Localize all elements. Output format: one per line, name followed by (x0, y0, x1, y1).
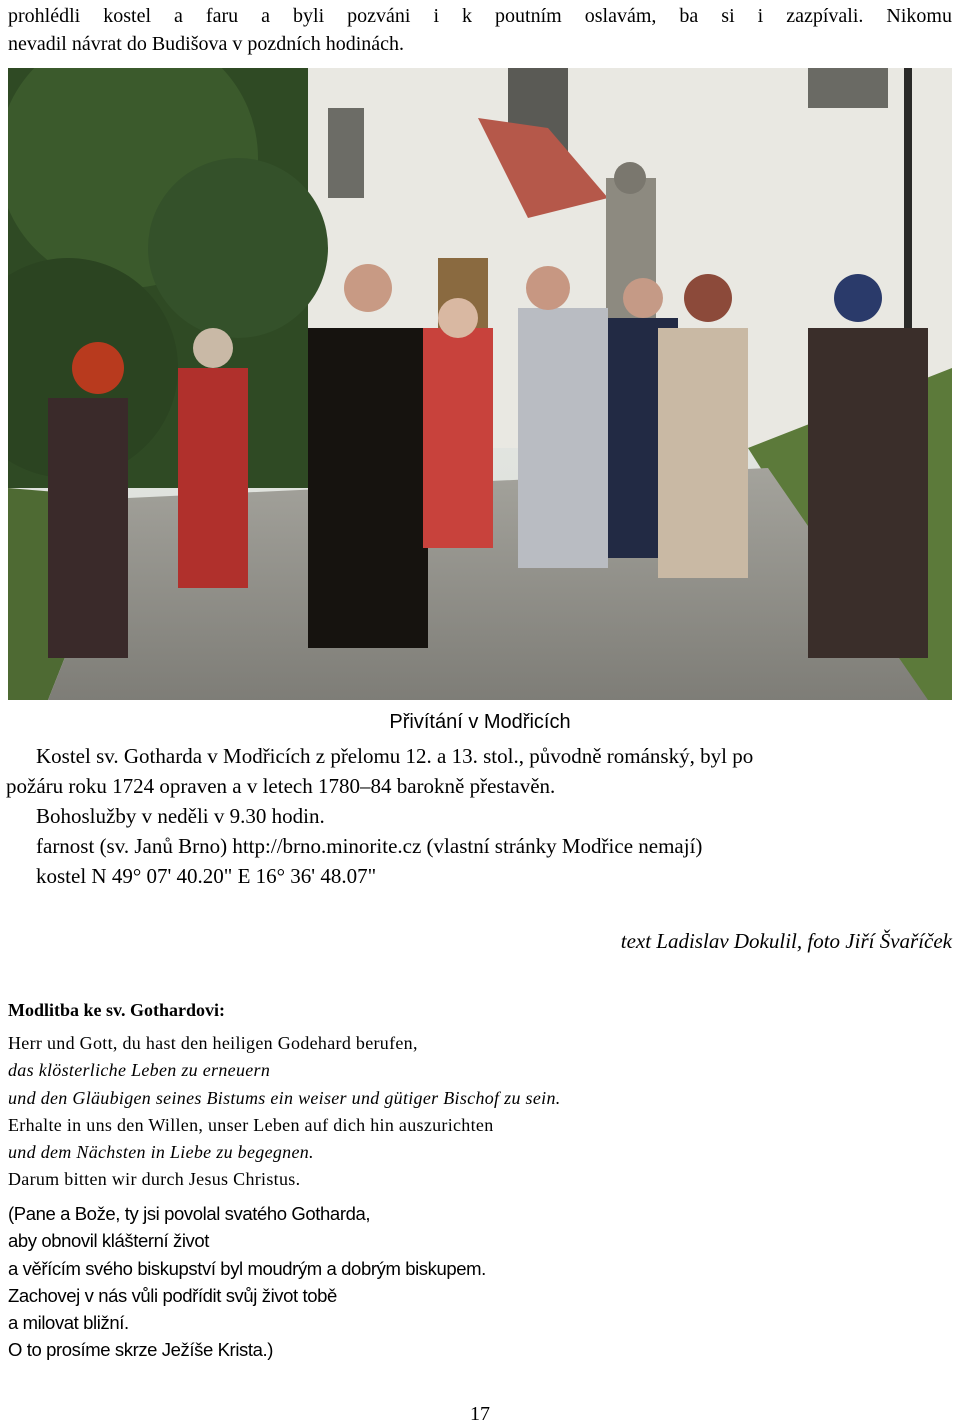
info-line: kostel N 49° 07' 40.20" E 16° 36' 48.07" (36, 864, 377, 888)
info-line: farnost (sv. Janů Brno) http://brno.minorite.cz (vlastní stránky Modřice nemají) (36, 834, 703, 858)
prayer-czech (8, 1200, 948, 1364)
page-number: 17 (470, 1403, 490, 1425)
church-info (6, 741, 956, 891)
author-credit: text Ladislav Dokulil, foto Jiří Švaříček (620, 929, 952, 953)
info-line: Kostel sv. Gotharda v Modřicích z přelomu 12. a 13. stol., původně románský, byl po (36, 744, 754, 768)
prayer-german (8, 1030, 948, 1194)
prayer-line: (Pane a Bože, ty jsi povolal svatého Gotharda, (8, 1203, 371, 1224)
prayer-line: aby obnovil klášterní život (8, 1230, 210, 1252)
prayer-line: Zachovej v nás vůli podřídit svůj život tobě (8, 1284, 337, 1306)
intro-line: nevadil návrat do Budišova v pozdních hodinách. (8, 33, 405, 55)
prayer-line: Herr und Gott, du hast den heiligen Godehard berufen, (8, 1033, 418, 1053)
intro-paragraph (8, 2, 952, 58)
prayer-line: a milovat bližní. (8, 1312, 129, 1334)
prayer-line: und dem Nächsten in Liebe zu begegnen. (8, 1142, 314, 1163)
intro-line: prohlédli kostel a faru a byli pozváni i k poutním oslavám, ba si i zazpívali. Nikomu (8, 5, 952, 27)
prayer-line: und den Gläubigen seines Bistums ein weiser und gütiger Bischof zu sein. (8, 1087, 561, 1108)
info-line: požáru roku 1724 opraven a v letech 1780–84 barokně přestavěn. (6, 774, 556, 798)
prayer-title: Modlitba ke sv. Gothardovi: (8, 1000, 226, 1020)
prayer-line: a věřícím svého biskupství byl moudrým a dobrým biskupem. (8, 1257, 486, 1279)
prayer-line: Erhalte in uns den Willen, unser Leben auf dich hin auszurichten (8, 1114, 494, 1135)
prayer-line: das klösterliche Leben zu erneuern (8, 1060, 271, 1081)
photo-caption: Přivítání v Modřicích (389, 711, 571, 733)
info-line: Bohoslužby v neděli v 9.30 hodin. (36, 804, 325, 828)
prayer-line: O to prosíme skrze Ježíše Krista.) (8, 1339, 274, 1361)
prayer-line: Darum bitten wir durch Jesus Christus. (8, 1169, 301, 1190)
group-photo (8, 68, 952, 700)
